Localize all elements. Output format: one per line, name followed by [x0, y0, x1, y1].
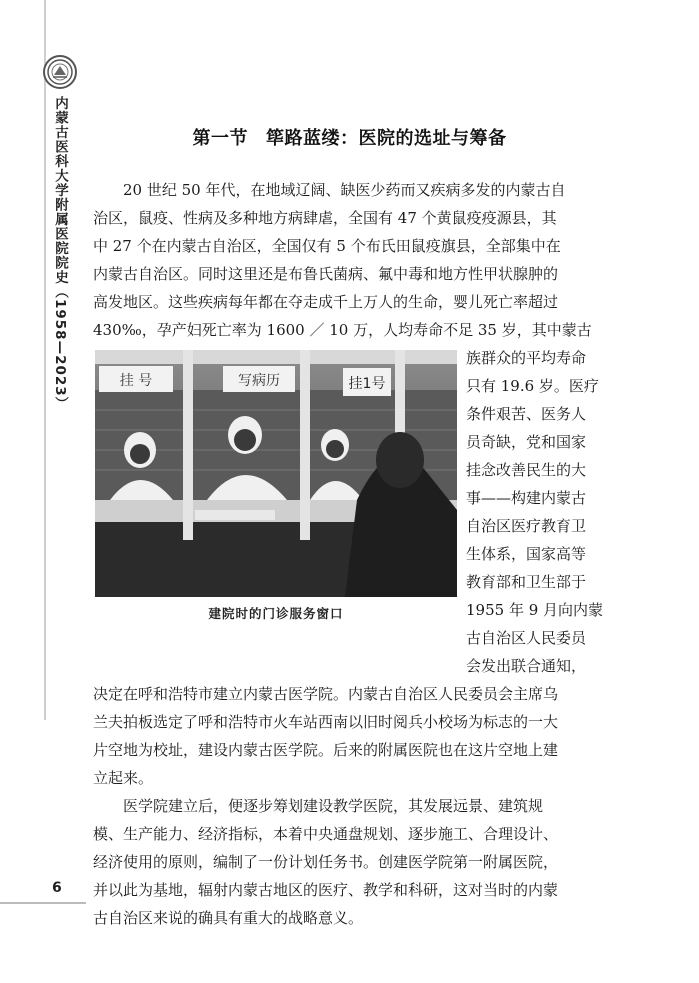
body-line: 兰夫拍板选定了呼和浩特市火车站西南以旧时阅兵小校场为标志的一大: [93, 713, 559, 731]
body-line: 430‰，孕产妇死亡率为 1600 ／ 10 万，人均寿命不足 35 岁，其中蒙古: [93, 321, 592, 339]
body-line: 高发地区。这些疾病每年都在夺走成千上万人的生命，婴儿死亡率超过: [93, 293, 559, 311]
body-line: 模、生产能力、经济指标，本着中央通盘规划、逐步施工、合理设计、: [93, 825, 559, 843]
page-number: 6: [52, 880, 62, 896]
section-number: 第一节: [192, 128, 248, 149]
body-line: 经济使用的原则，编制了一份计划任务书。创建医学院第一附属医院，: [93, 853, 559, 871]
book-title: 内蒙古医科大学附属医院院史（1958—2023）: [52, 96, 68, 412]
photo-caption: 建院时的门诊服务窗口: [208, 606, 344, 621]
sign-left: 挂 号: [119, 373, 153, 389]
side-line: 会发出联合通知，: [466, 657, 587, 675]
outpatient-window-photo: [95, 350, 457, 597]
side-line: 自治区医疗教育卫: [466, 517, 587, 535]
side-line: 条件艰苦、医务人: [466, 405, 587, 423]
section-heading: 筚路蓝缕：医院的选址与筹备: [266, 128, 507, 149]
side-line: 生体系，国家高等: [466, 545, 587, 563]
body-line: 治区，鼠疫、性病及多种地方病肆虐，全国有 47 个黄鼠疫疫源县，其: [93, 209, 557, 227]
side-line: 族群众的平均寿命: [466, 349, 587, 367]
side-line: 教育部和卫生部于: [466, 573, 587, 591]
sign-middle: 写病历: [238, 373, 280, 389]
side-rule: [44, 0, 46, 720]
footer-rule: [0, 902, 86, 904]
sign-right: 挂1号: [348, 376, 386, 392]
body-line: 立起来。: [93, 769, 154, 787]
side-line: 只有 19.6 岁。医疗: [466, 377, 599, 395]
body-line: 医学院建立后，便逐步筹划建设教学医院，其发展远景、建筑规: [123, 797, 544, 815]
body-line: 决定在呼和浩特市建立内蒙古医学院。内蒙古自治区人民委员会主席乌: [93, 685, 559, 703]
side-line: 事——构建内蒙古: [466, 489, 587, 507]
body-line: 内蒙古自治区。同时这里还是布鲁氏菌病、氟中毒和地方性甲状腺肿的: [93, 265, 559, 283]
body-line: 中 27 个在内蒙古自治区，全国仅有 5 个布氏田鼠疫旗县，全部集中在: [93, 237, 561, 255]
body-line: 并以此为基地，辐射内蒙古地区的医疗、教学和科研，这对当时的内蒙: [93, 881, 559, 899]
body-line: 片空地为校址，建设内蒙古医学院。后来的附属医院也在这片空地上建: [93, 741, 559, 759]
side-line: 挂念改善民生的大: [466, 461, 587, 479]
body-line: 20 世纪 50 年代，在地域辽阔、缺医少药而又疾病多发的内蒙古自: [123, 181, 566, 199]
university-logo-icon: [43, 55, 77, 89]
side-line: 员奇缺，党和国家: [466, 433, 587, 451]
section-title: [0, 124, 699, 150]
body-line: 古自治区来说的确具有重大的战略意义。: [93, 909, 364, 927]
side-line: 1955 年 9 月向内蒙: [466, 601, 604, 619]
side-line: 古自治区人民委员: [466, 629, 587, 647]
